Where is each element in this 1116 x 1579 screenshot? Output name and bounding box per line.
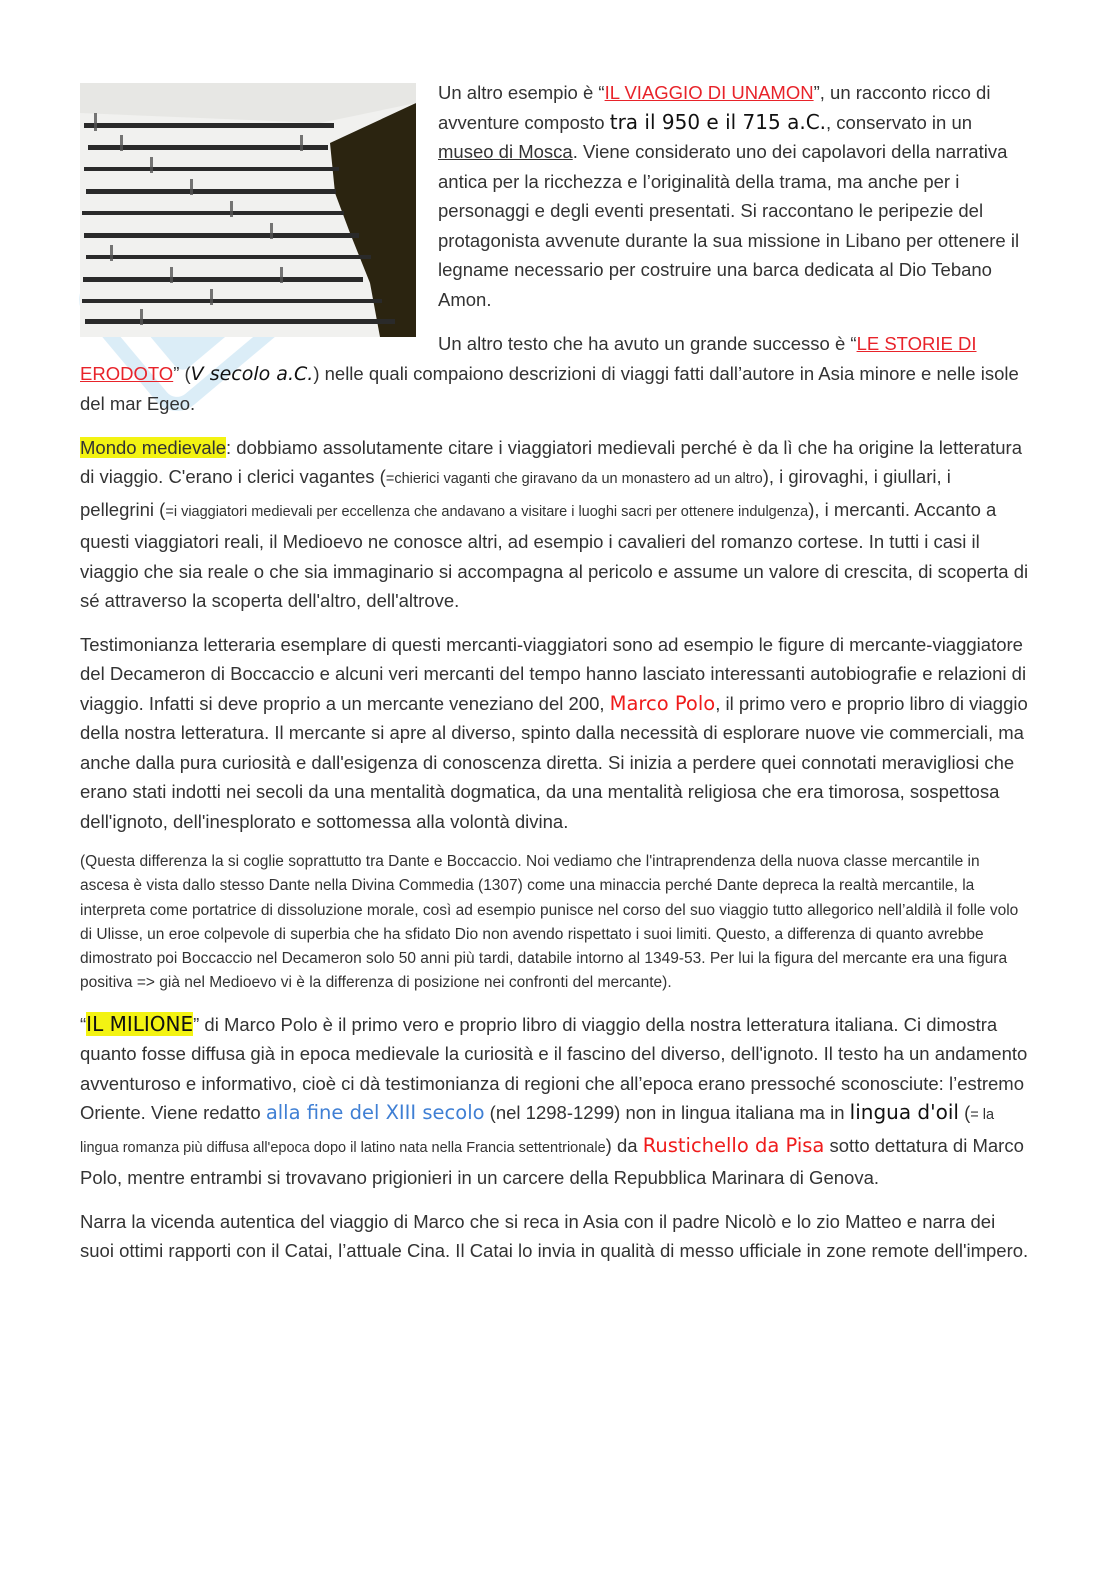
highlight-mondo-medievale: Mondo medievale [80, 436, 227, 458]
paragraph-narra: Narra la vicenda autentica del viaggio di Marco che si reca in Asia con il padre Nicolò e lo zio Matteo e narra dei suoi ottimi rapporti con il Catai, l’attuale Cina. Il Catai lo invia in qualità di messo ufficiale in zone remote dell'impero. [80, 1210, 1029, 1262]
highlight-il-milione: IL MILIONE [86, 1011, 194, 1036]
document-page [80, 78, 1030, 1266]
paragraph-mercanti: Testimonianza letteraria esemplare di questi mercanti-viaggiatori sono ad esempio le figure di mercante-viaggiatore del Decameron di Boccaccio e alcuni veri mercanti del tempo hanno lasciato interessanti autobiografie e relazioni di viaggio. Infatti si deve proprio a un mercante veneziano del 200, Marco Polo, il primo vero e proprio libro di viaggio della nostra letteratura. Il mercante si apre al diverso, spinto dalla necessità di esplorare nuove vie commerciali, ma anche dalla pura curiosità e dall'esigenza di conoscenza diretta. Si inizia a perdere quei connotati meravigliosi che erano stati indotti nei secoli da una mentalità dogmatica, da una mentalità religiosa che era timorosa, sospettosa dell'ignoto, dell'inesplorato e sottomessa alla volontà divina. [80, 633, 1028, 832]
paragraph-note-dante-boccaccio: (Questa differenza la si coglie soprattutto tra Dante e Boccaccio. Noi vediamo che l'intraprendenza della nuova classe mercantile in ascesa è vista dallo stesso Dante nella Divina Commedia (1307) come una minaccia perché Dante depreca la realtà mercantile, la interpreta come portatrice di dissoluzione morale, così ad esempio punisce nel corso del suo viaggio tutto allegorico nell’aldilà il folle volo di Ulisse, un eroe colpevole di superbia che ha sfidato Dio non avendo rispettato i suoi limiti. Questo, a differenza di quanto avrebbe dimostrato poi Boccaccio nel Decameron solo 50 anni più tardi, databile intorno al 1349-53. Per lui la figura del mercante era una figura positiva => già nel Medioevo vi è la differenza di posizione nei confronti del mercante). [80, 853, 1019, 992]
paragraph-il-milione: “IL MILIONE” di Marco Polo è il primo vero e proprio libro di viaggio della nostra letteratura italiana. Ci dimostra quanto fosse diffusa già in epoca medievale la curiosità e il fascino del diverso, dell'ignoto. Il testo ha un andamento avventuroso e informativo, cioè ci dà testimonianza di regioni che all’epoca erano pressoché sconosciute: l’estremo Oriente. Viene redatto alla fine del XIII secolo (nel 1298-1299) non in lingua italiana ma in lingua d'oil (= la lingua romanza più diffusa all'epoca dopo il latino nata nella Francia settentrionale) da Rustichello da Pisa sotto dettatura di Marco Polo, mentre entrambi si trovavano prigionieri in un carcere della Repubblica Marinara di Genova. [80, 1011, 1028, 1189]
link-storie-di-erodoto: LE STORIE DI ERODOTO [80, 333, 977, 384]
paragraph-unamon: Un altro esempio è “IL VIAGGIO DI UNAMON”, un racconto ricco di avventure composto tra il 950 e il 715 a.C., conservato in un museo di Mosca. Viene considerato uno dei capolavori della narrativa antica per la ricchezza e l’originalità della trama, ma anche per i personaggi e degli eventi presentati. Si raccontano le peripezie del protagonista avvenute durante la sua missione in Libano per ottenere il legname necessario per costruire una barca dedicata al Dio Tebano Amon. [438, 82, 1020, 310]
paragraph-erodoto: Un altro testo che ha avuto un grande successo è “LE STORIE DI ERODOTO” (V secolo a.C.) nelle quali compaiono descrizioni di viaggi fatti dall’autore in Asia minore e nelle isole del mar Egeo. [80, 333, 1019, 414]
link-viaggio-di-unamon: IL VIAGGIO DI UNAMON [604, 82, 814, 103]
papyrus-image [80, 83, 416, 337]
paragraph-mondo-medievale: Mondo medievale: dobbiamo assolutamente citare i viaggiatori medievali perché è da lì che ha origine la letteratura di viaggio. C'erano i clerici vagantes (=chierici vaganti che giravano da un monastero ad un altro), i girovaghi, i giullari, i pellegrini (=i viaggiatori medievali per eccellenza che andavano a visitare i luoghi sacri per ottenere indulgenza), i mercanti. Accanto a questi viaggiatori reali, il Medioevo ne conosce altri, ad esempio i cavalieri del romanzo cortese. In tutti i casi il viaggio che sia reale o che sia immaginario si accompagna al pericolo e assume un valore di crescita, di scoperta di sé attraverso la scoperta dell'altro, dell'altrove. [80, 436, 1029, 611]
